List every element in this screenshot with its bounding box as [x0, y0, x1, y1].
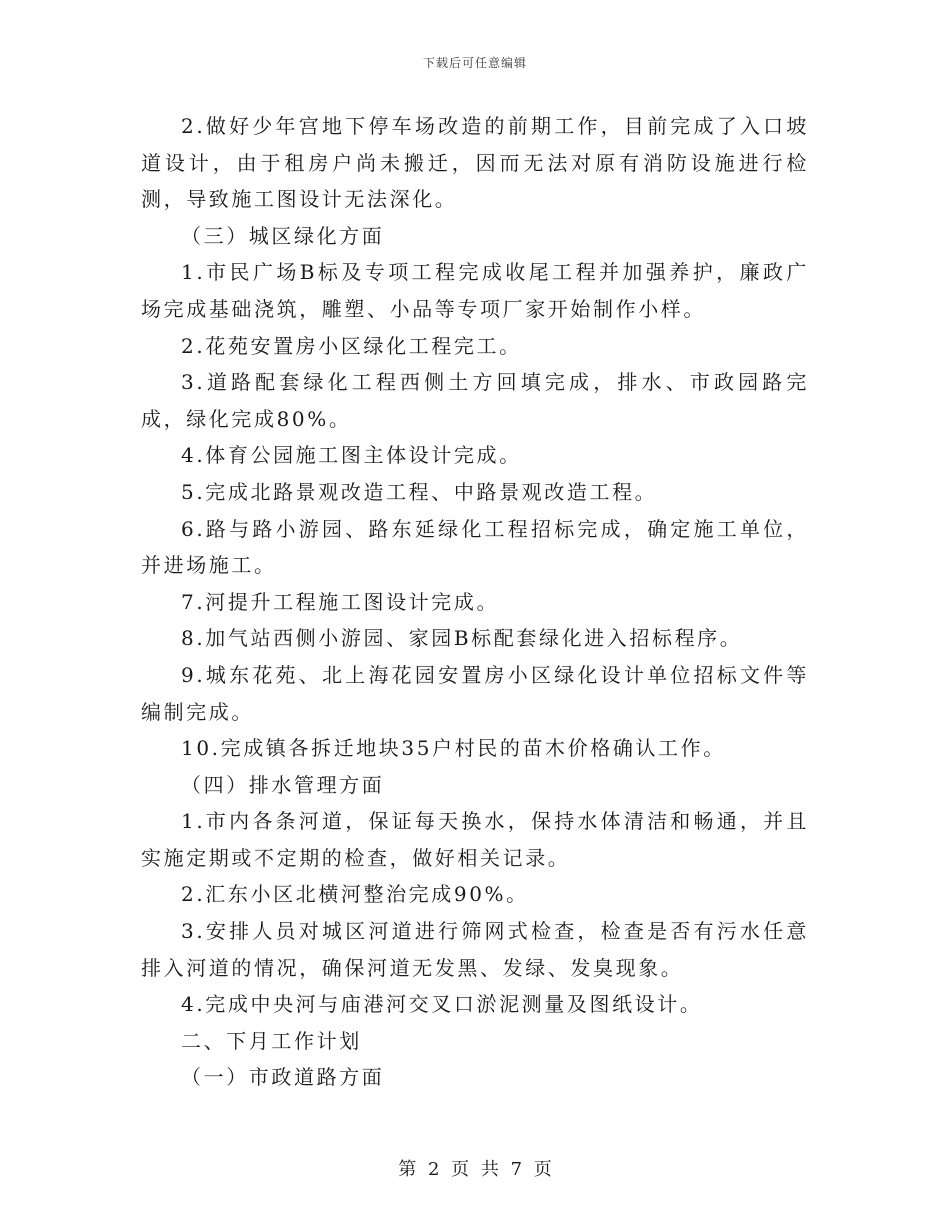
section-heading: （三）城区绿化方面	[181, 223, 385, 248]
paragraph: 2.做好少年宫地下停车场改造的前期工作，目前完成了入口坡道设计，由于租房户尚未搬迁，因而无法对原有消防设施进行检测，导致施工图设计无法深化。	[141, 114, 809, 212]
paragraph: 2.花苑安置房小区绿化工程完工。	[181, 333, 522, 358]
page-number-footer: 第 2 页 共 7 页	[398, 1159, 552, 1180]
document-body	[141, 108, 809, 1096]
paragraph: 1.市民广场B标及专项工程完成收尾工程并加强养护，廉政广场完成基础浇筑，雕塑、小品等专项厂家开始制作小样。	[141, 260, 809, 321]
paragraph: 5.完成北路景观改造工程、中路景观改造工程。	[181, 479, 658, 504]
paragraph: 9.城东花苑、北上海花园安置房小区绿化设计单位招标文件等编制完成。	[141, 662, 809, 724]
page-header: 下载后可任意编辑	[422, 56, 527, 70]
paragraph: 2.汇东小区北横河整治完成90%。	[181, 882, 529, 907]
paragraph: 1.市内各条河道，保证每天换水，保持水体清洁和畅通，并且实施定期或不定期的检查，做好相关记录。	[141, 809, 809, 870]
section-heading: （一）市政道路方面	[181, 1065, 385, 1090]
paragraph: 3.道路配套绿化工程西侧土方回填完成，排水、市政园路完成，绿化完成80%。	[141, 370, 809, 431]
paragraph: 4.体育公园施工图主体设计完成。	[181, 443, 522, 468]
section-heading: 二、下月工作计划	[181, 1028, 362, 1053]
paragraph: 10.完成镇各拆迁地块35户村民的苗木价格确认工作。	[181, 736, 726, 761]
paragraph: 6.路与路小游园、路东延绿化工程招标完成，确定施工单位，并进场施工。	[141, 516, 809, 578]
section-heading: （四）排水管理方面	[181, 772, 385, 797]
paragraph: 7.河提升工程施工图设计完成。	[181, 589, 500, 614]
paragraph: 8.加气站西侧小游园、家园B标配套绿化进入招标程序。	[181, 626, 743, 651]
paragraph: 4.完成中央河与庙港河交叉口淤泥测量及图纸设计。	[181, 992, 703, 1017]
paragraph: 3.安排人员对城区河道进行筛网式检查，检查是否有污水任意排入河道的情况，确保河道无发黑、发绿、发臭现象。	[141, 919, 809, 980]
